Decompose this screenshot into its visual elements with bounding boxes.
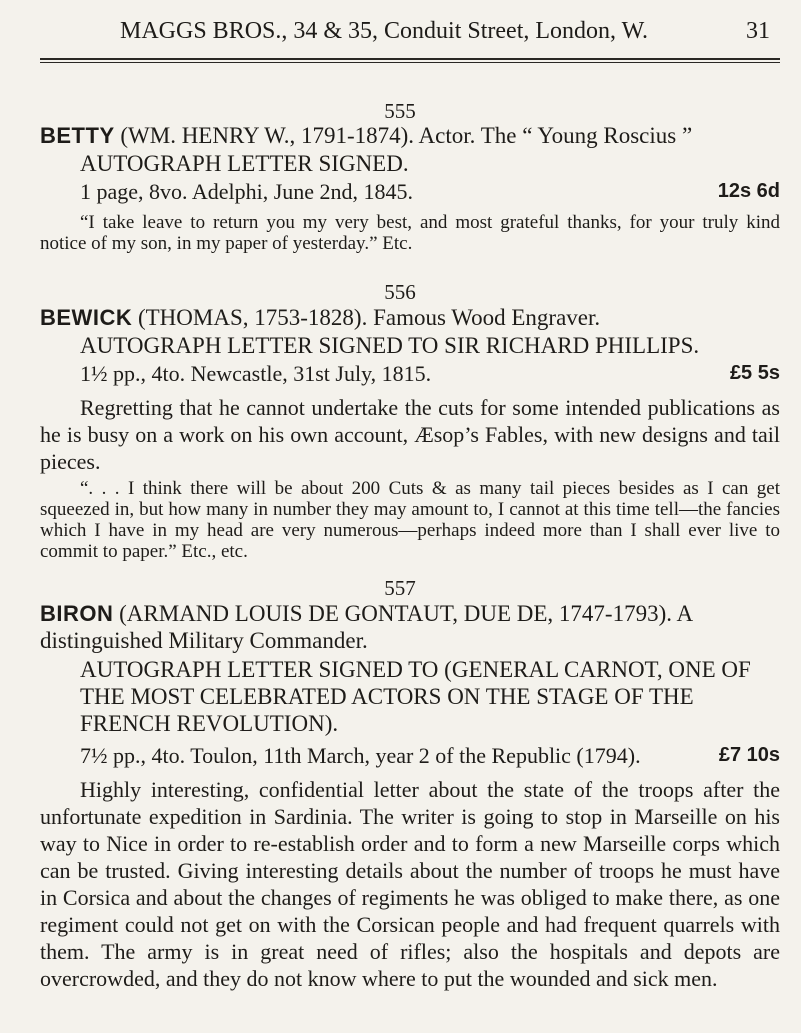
lot-price: 12s 6d <box>717 180 780 202</box>
lot-number: 555 <box>384 99 416 123</box>
lot-number: 557 <box>384 576 416 600</box>
lot-type: AUTOGRAPH LETTER SIGNED TO (GENERAL CARNOT, ONE OF THE MOST CELEBRATED ACTORS ON THE STAGE OF THE FRENCH REVOLUTION). <box>80 657 751 736</box>
lot-quote: “I take leave to return you my very best, and most grateful thanks, for your truly kind notice of my son, in my paper of yesterday.” Etc. <box>40 212 780 254</box>
running-header <box>120 16 770 46</box>
lot-name: BIRON <box>40 601 114 626</box>
lot-heading <box>40 122 780 149</box>
lot-heading <box>40 304 780 331</box>
header-rule <box>40 58 780 63</box>
lot-name: BETTY <box>40 123 115 148</box>
lot-details: 1½ pp., 4to. Newcastle, 31st July, 1815. <box>80 361 432 386</box>
page-number: 31 <box>746 18 770 44</box>
lot-details: 7½ pp., 4to. Toulon, 11th March, year 2 of the Republic (1794). <box>80 743 641 768</box>
lot-quote: “. . . I think there will be about 200 Cuts & as many tail pieces besides as I can get squeezed in, but how many in number they may amount to, I cannot at this time tell—the fancies which I have in my head are very numerous—perhaps indeed more than I shall ever live to commit to paper.” Etc., etc. <box>40 478 780 562</box>
lot-description: Regretting that he cannot undertake the cuts for some intended publications as he is busy on a work on his own account, Æsop’s Fables, with new designs and tail pieces. <box>40 395 780 474</box>
lot-details-row <box>80 178 780 205</box>
lot-type: AUTOGRAPH LETTER SIGNED TO SIR RICHARD PHILLIPS. <box>80 333 700 358</box>
lot-price: £5 5s <box>729 362 780 384</box>
lot-details: 1 page, 8vo. Adelphi, June 2nd, 1845. <box>80 179 414 204</box>
lot-heading <box>40 600 780 654</box>
lot-heading-rest: (ARMAND LOUIS DE GONTAUT, DUE DE, 1747-1793). A distinguished Military Commander. <box>40 601 692 653</box>
lot-price: £7 10s <box>718 744 780 766</box>
lot-name: BEWICK <box>40 305 133 330</box>
lot-details-row <box>80 360 780 387</box>
lot-description: Highly interesting, confidential letter about the state of the troops after the unfortunate expedition in Sardinia. The writer is going to stop in Marseille on his way to Nice in order to re-establish order and to form a new Marseille corps which can be trusted. Giving interesting details about the number of troops he must have in Corsica and about the changes of regiments he was obliged to make there, as one regiment could not get on with the Corsican people and had frequent quarrels with them. The army is in great need of rifles; also the hospitals and depots are overcrowded, and they do not know where to put the wounded and sick men. <box>40 777 780 991</box>
lot-heading-rest: (WM. HENRY W., 1791-1874). Actor. The “ Young Roscius ” <box>120 123 693 148</box>
lot-number: 556 <box>384 280 416 304</box>
lot-type: AUTOGRAPH LETTER SIGNED. <box>80 151 409 176</box>
lot-heading-rest: (THOMAS, 1753-1828). Famous Wood Engraver. <box>137 305 601 330</box>
lot-details-row <box>80 742 780 769</box>
firm-address: MAGGS BROS., 34 & 35, Conduit Street, London, W. <box>120 18 649 44</box>
